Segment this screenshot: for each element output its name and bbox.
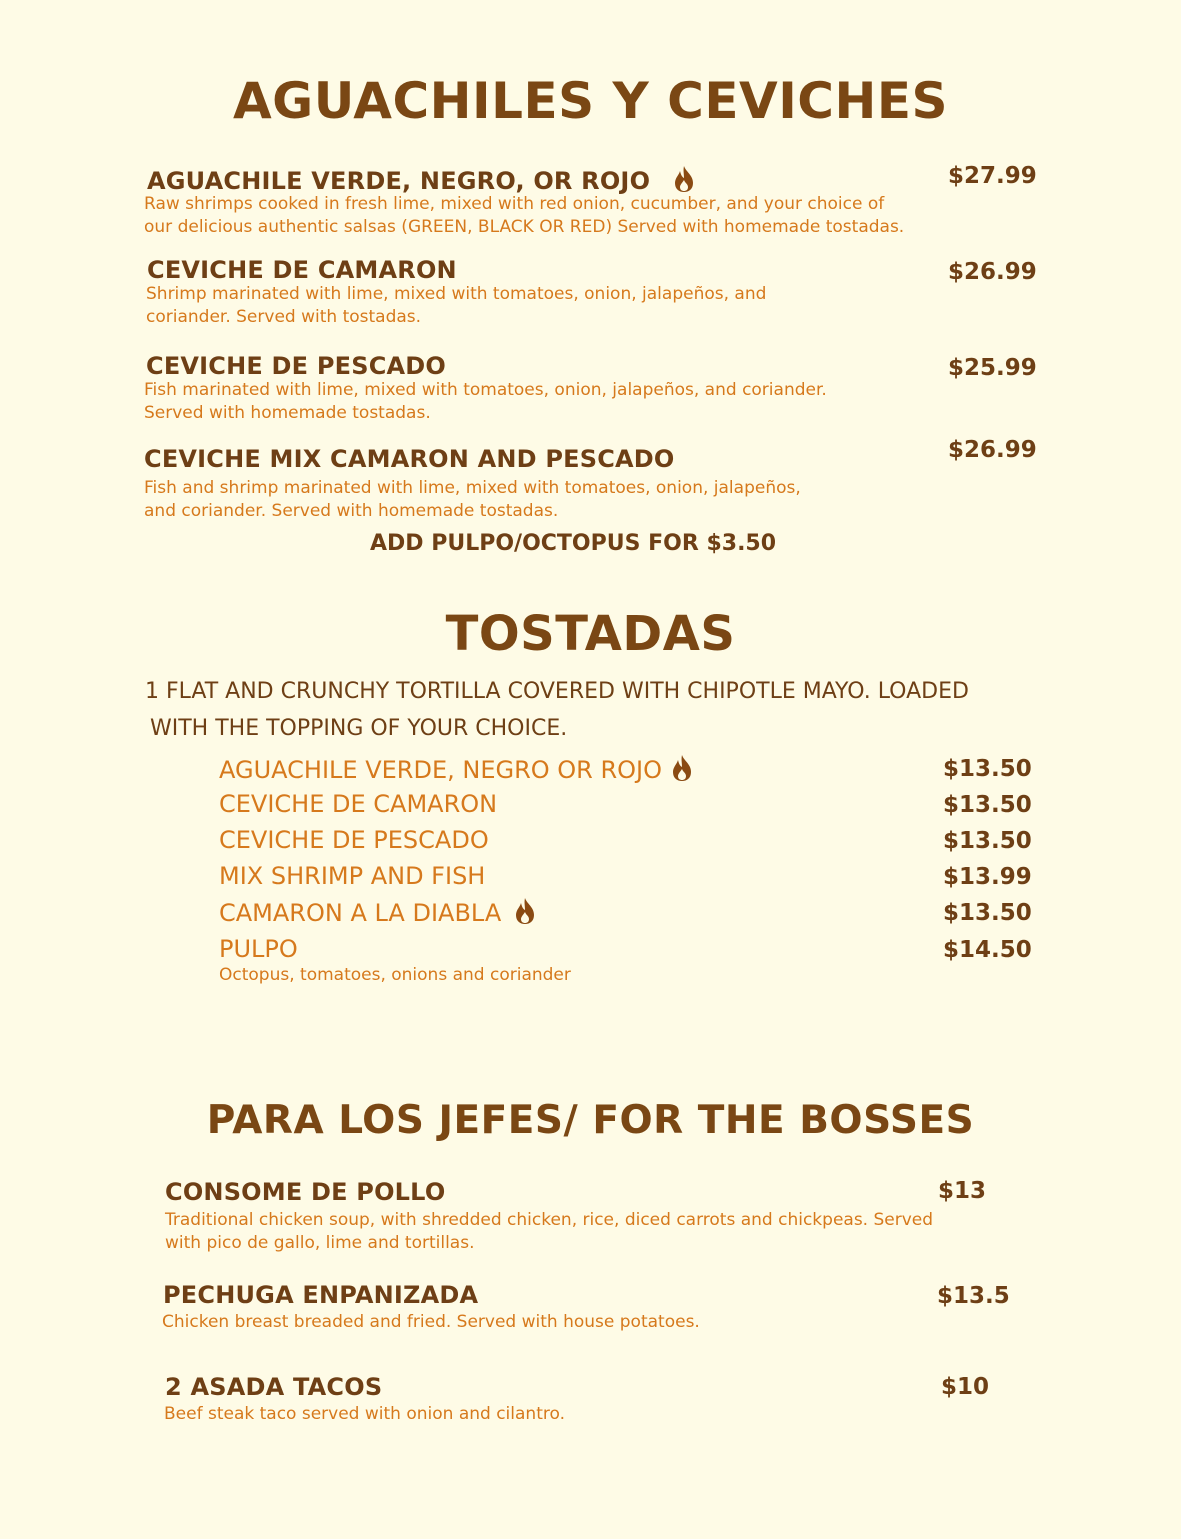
flame-icon xyxy=(670,754,694,788)
tostada-item-price: $13.50 xyxy=(943,900,1032,926)
menu-item-description: and coriander. Served with homemade tostadas. xyxy=(144,501,559,521)
menu-item-price: $10 xyxy=(941,1374,990,1400)
tostada-item-price: $14.50 xyxy=(943,937,1032,963)
menu-item-name: PECHUGA ENPANIZADA xyxy=(163,1281,479,1309)
menu-item-description: Shrimp marinated with lime, mixed with tomatoes, onion, jalapeños, and xyxy=(146,284,767,304)
menu-item-description: Fish marinated with lime, mixed with tomatoes, onion, jalapeños, and coriander. xyxy=(144,380,827,400)
tostadas-intro: 1 FLAT AND CRUNCHY TORTILLA COVERED WITH CHIPOTLE MAYO. LOADED xyxy=(145,679,969,704)
section-title-tostadas: TOSTADAS xyxy=(445,606,736,662)
tostada-item-name: AGUACHILE VERDE, NEGRO OR ROJO xyxy=(219,754,694,788)
menu-item-name: CEVICHE DE PESCADO xyxy=(146,352,447,380)
menu-item-description: Traditional chicken soup, with shredded chicken, rice, diced carrots and chickpeas. Served xyxy=(165,1210,934,1230)
menu-item-name: 2 ASADA TACOS xyxy=(165,1373,383,1401)
menu-item-description: coriander. Served with tostadas. xyxy=(146,307,422,327)
menu-item-description: Chicken breast breaded and fried. Served with house potatoes. xyxy=(162,1312,700,1332)
menu-item-name: CEVICHE DE CAMARON xyxy=(147,256,457,284)
tostada-item-price: $13.99 xyxy=(943,864,1032,890)
menu-item-price: $13.5 xyxy=(937,1283,1010,1309)
menu-item-description: with pico de gallo, lime and tortillas. xyxy=(165,1233,475,1253)
section-title-bosses: PARA LOS JEFES/ FOR THE BOSSES xyxy=(206,1098,975,1143)
tostada-item-price: $13.50 xyxy=(943,756,1032,782)
menu-item-description: Beef steak taco served with onion and cilantro. xyxy=(164,1404,565,1424)
tostada-item-price: $13.50 xyxy=(943,828,1032,854)
tostada-item-name: MIX SHRIMP AND FISH xyxy=(219,862,486,890)
tostadas-intro: WITH THE TOPPING OF YOUR CHOICE. xyxy=(150,716,568,741)
menu-item-name: AGUACHILE VERDE, NEGRO, OR ROJO xyxy=(147,165,696,199)
tostada-item-name: CEVICHE DE CAMARON xyxy=(219,790,498,818)
section-title-aguachiles: AGUACHILES Y CEVICHES xyxy=(232,72,949,130)
menu-item-description: Fish and shrimp marinated with lime, mixed with tomatoes, onion, jalapeños, xyxy=(144,478,801,498)
tostada-item-name: PULPO xyxy=(219,935,298,963)
tostada-item-name: CAMARON A LA DIABLA xyxy=(219,897,537,931)
menu-item-price: $26.99 xyxy=(948,259,1037,285)
menu-item-price: $25.99 xyxy=(948,355,1037,381)
menu-item-description: our delicious authentic salsas (GREEN, BLACK OR RED) Served with homemade tostadas. xyxy=(144,217,905,237)
menu-item-name: CONSOME DE POLLO xyxy=(165,1178,446,1206)
tostada-item-name: CEVICHE DE PESCADO xyxy=(219,826,489,854)
menu-item-description: Raw shrimps cooked in fresh lime, mixed with red onion, cucumber, and your choice of xyxy=(144,194,885,214)
menu-item-price: $13 xyxy=(938,1178,987,1204)
menu-item-name: CEVICHE MIX CAMARON AND PESCADO xyxy=(144,445,675,473)
menu-item-price: $26.99 xyxy=(948,437,1037,463)
menu-item-description: Served with homemade tostadas. xyxy=(144,403,431,423)
tostada-item-price: $13.50 xyxy=(943,792,1032,818)
menu-item-price: $27.99 xyxy=(948,163,1037,189)
flame-icon xyxy=(513,897,537,931)
tostada-item-description: Octopus, tomatoes, onions and coriander xyxy=(219,965,571,985)
addon-note: ADD PULPO/OCTOPUS FOR $3.50 xyxy=(370,531,777,556)
